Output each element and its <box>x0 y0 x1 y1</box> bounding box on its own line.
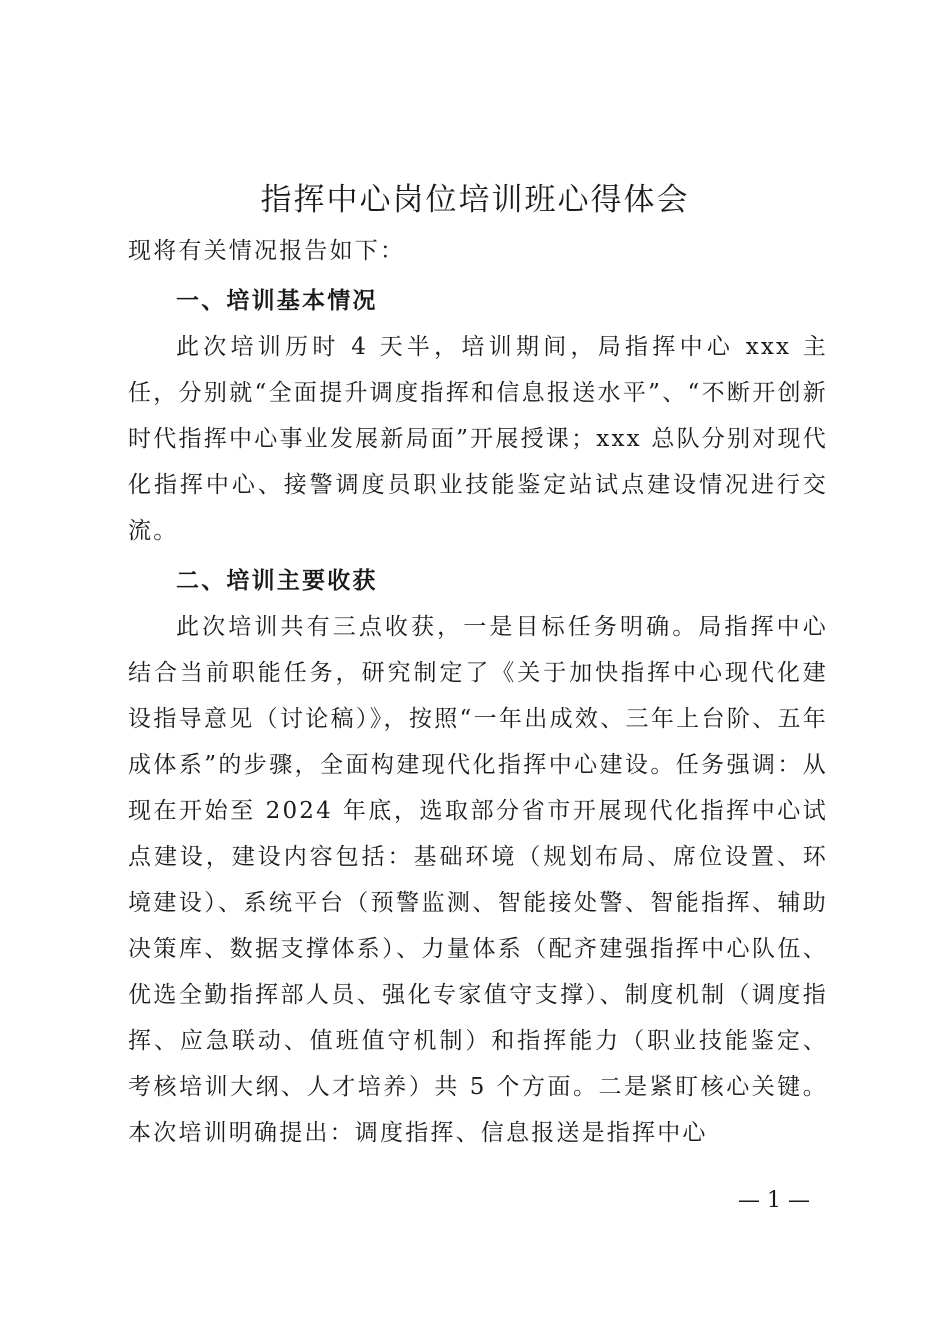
section-heading-main-gains: 二、培训主要收获 <box>176 568 378 594</box>
document-body <box>128 228 828 1156</box>
section-paragraph-main-gains: 此次培训共有三点收获，一是目标任务明确。局指挥中心结合当前职能任务，研究制定了《关于加快指挥中心现代化建设指导意见（讨论稿）》，按照“一年出成效、三年上台阶、五年成体系”的步骤，全面构建现代化指挥中心建设。任务强调：从现在开始至 2024 年底，选取部分省市开展现代化指挥中心试点建设，建设内容包括：基础环境（规划布局、席位设置、环境建设）、系统平台（预警监测、智能接处警、智能指挥、辅助决策库、数据支撑体系）、力量体系（配齐建强指挥中心队伍、优选全勤指挥部人员、强化专家值守支撑）、制度机制（调度指挥、应急联动、值班值守机制）和指挥能力（职业技能鉴定、考核培训大纲、人才培养）共 5 个方面。二是紧盯核心关键。本次培训明确提出：调度指挥、信息报送是指挥中心 <box>128 614 828 1146</box>
document-title: 指挥中心岗位培训班心得体会 <box>260 182 690 218</box>
section-heading-basic-info: 一、培训基本情况 <box>176 288 378 314</box>
section-paragraph-basic-info: 此次培训历时 4 天半，培训期间，局指挥中心 xxx 主任，分别就“全面提升调度指挥和信息报送水平”、“不断开创新时代指挥中心事业发展新局面”开展授课；xxx 总队分别对现代化指挥中心、接警调度员职业技能鉴定站试点建设情况进行交流。 <box>128 334 828 544</box>
intro-paragraph: 现将有关情况报告如下： <box>128 238 406 264</box>
page-number: — 1 — <box>738 1188 810 1213</box>
